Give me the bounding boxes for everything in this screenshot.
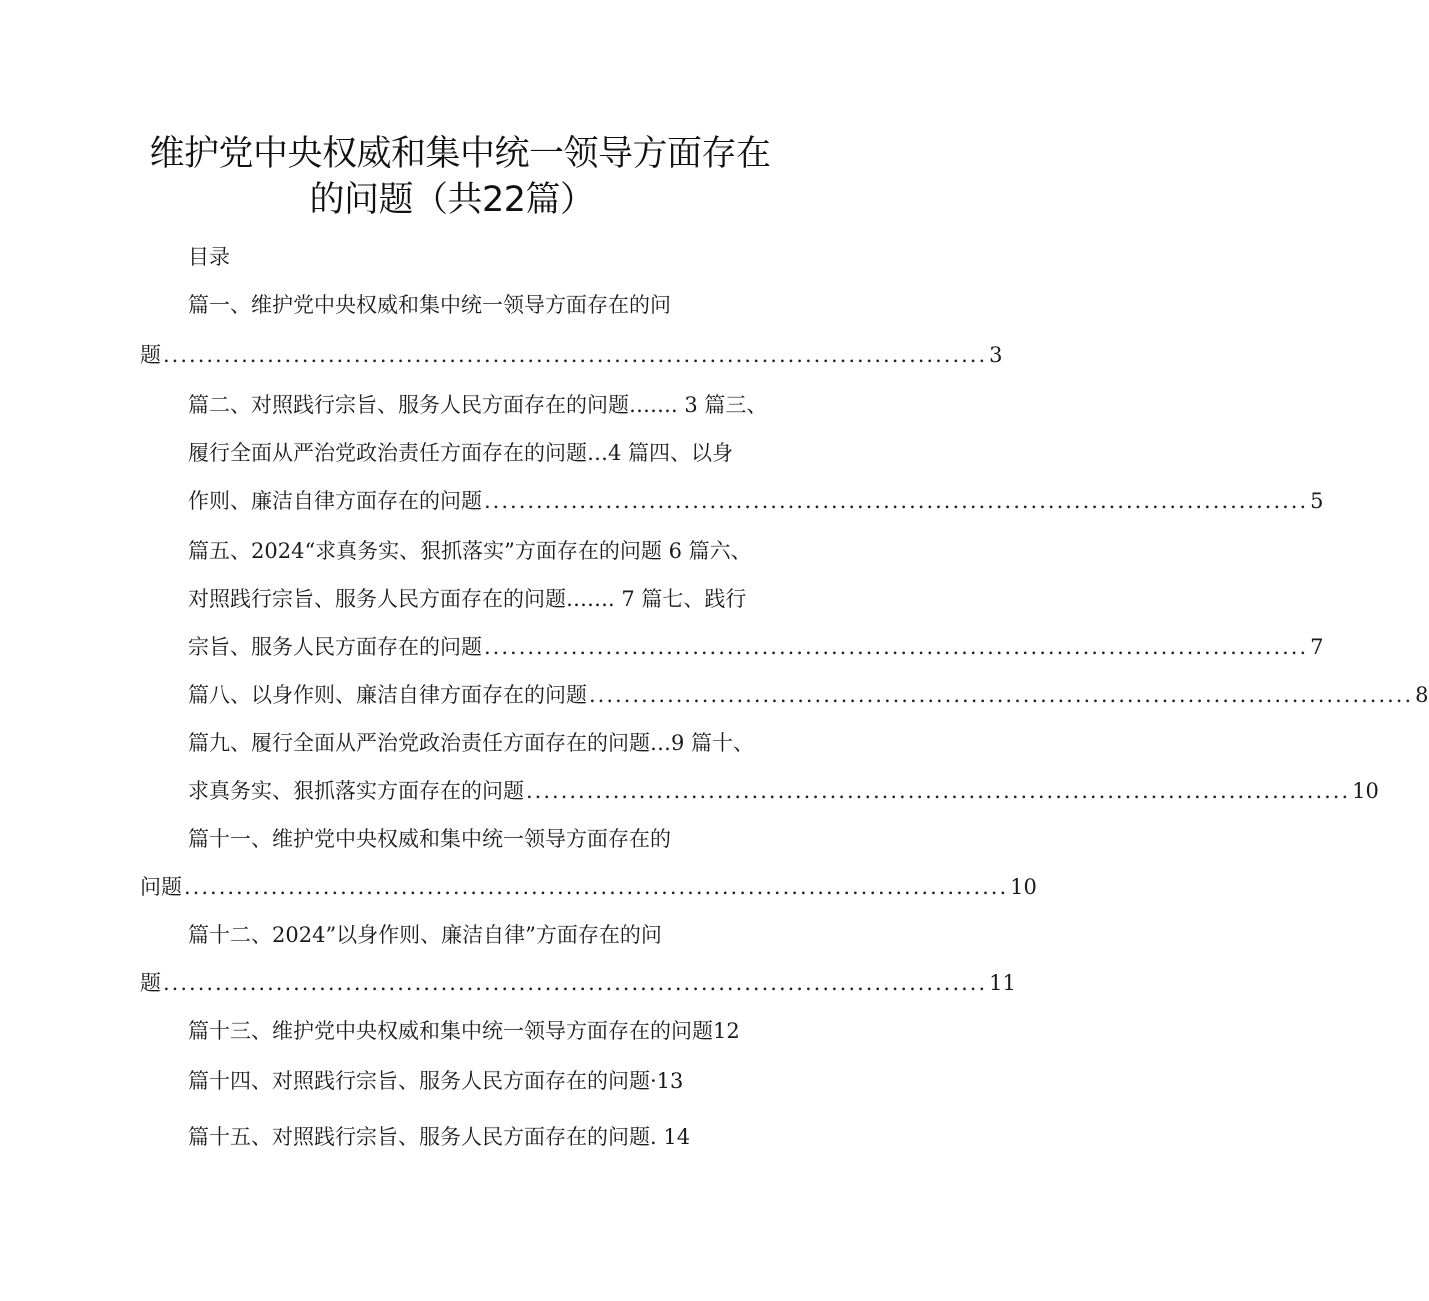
- toc-page-number: 5: [1310, 489, 1324, 513]
- toc-entry-text: 求真务实、狠抓落实方面存在的问题: [188, 779, 524, 803]
- toc-entry-11-line-2: [140, 872, 1037, 902]
- toc-page-number: 10: [1352, 779, 1379, 803]
- toc-line-8: [188, 680, 1429, 710]
- toc-page-number: 11: [989, 971, 1016, 995]
- toc-entry-1-line-1: 篇一、维护党中央权威和集中统一领导方面存在的问: [188, 293, 671, 317]
- document-title-line-2: 的问题（共22篇）: [309, 180, 595, 220]
- dot-leader: ...............................................................................................: [184, 875, 1009, 899]
- dot-leader: ...............................................................................................: [163, 343, 988, 367]
- toc-line-5: 篇五、2024“求真务实、狠抓落实”方面存在的问题 6 篇六、: [188, 539, 752, 563]
- toc-entry-11-line-1: 篇十一、维护党中央权威和集中统一领导方面存在的: [188, 827, 671, 851]
- toc-line-10: [188, 776, 1379, 806]
- toc-entry-text: 题: [140, 343, 161, 367]
- toc-page-number: 8: [1415, 683, 1429, 707]
- toc-line-4: [188, 486, 1324, 516]
- toc-line-15: 篇十五、对照践行宗旨、服务人民方面存在的问题. 14: [188, 1125, 691, 1149]
- toc-line-6: 对照践行宗旨、服务人民方面存在的问题……. 7 篇七、践行: [188, 587, 747, 611]
- toc-line-9: 篇九、履行全面从严治党政治责任方面存在的问题…9 篇十、: [188, 731, 755, 755]
- toc-line-3: 履行全面从严治党政治责任方面存在的问题…4 篇四、以身: [188, 441, 734, 465]
- toc-entry-text: 问题: [140, 875, 182, 899]
- dot-leader: ...............................................................................................: [484, 635, 1309, 659]
- toc-entry-text: 宗旨、服务人民方面存在的问题: [188, 635, 482, 659]
- toc-line-2: 篇二、对照践行宗旨、服务人民方面存在的问题……. 3 篇三、: [188, 393, 768, 417]
- toc-line-13: 篇十三、维护党中央权威和集中统一领导方面存在的问题12: [188, 1019, 740, 1043]
- dot-leader: ...............................................................................................: [163, 971, 988, 995]
- toc-entry-12-line-2: [140, 968, 1016, 998]
- document-title-line-1: 维护党中央权威和集中统一领导方面存在: [149, 134, 771, 174]
- toc-page-number: 3: [989, 343, 1003, 367]
- toc-line-14: 篇十四、对照践行宗旨、服务人民方面存在的问题·13: [188, 1069, 684, 1093]
- toc-line-7: [188, 632, 1324, 662]
- toc-page-number: 10: [1010, 875, 1037, 899]
- dot-leader: ...............................................................................................: [526, 779, 1351, 803]
- toc-entry-text: 题: [140, 971, 161, 995]
- toc-entry-1-line-2: [140, 340, 1003, 370]
- toc-entry-text: 篇八、以身作则、廉洁自律方面存在的问题: [188, 683, 587, 707]
- toc-entry-12-line-1: 篇十二、2024”以身作则、廉洁自律”方面存在的问: [188, 923, 662, 947]
- toc-heading: 目录: [188, 245, 230, 269]
- dot-leader: ...............................................................................................: [484, 489, 1309, 513]
- toc-entry-text: 作则、廉洁自律方面存在的问题: [188, 489, 482, 513]
- dot-leader: ...............................................................................................: [589, 683, 1414, 707]
- toc-page-number: 7: [1310, 635, 1324, 659]
